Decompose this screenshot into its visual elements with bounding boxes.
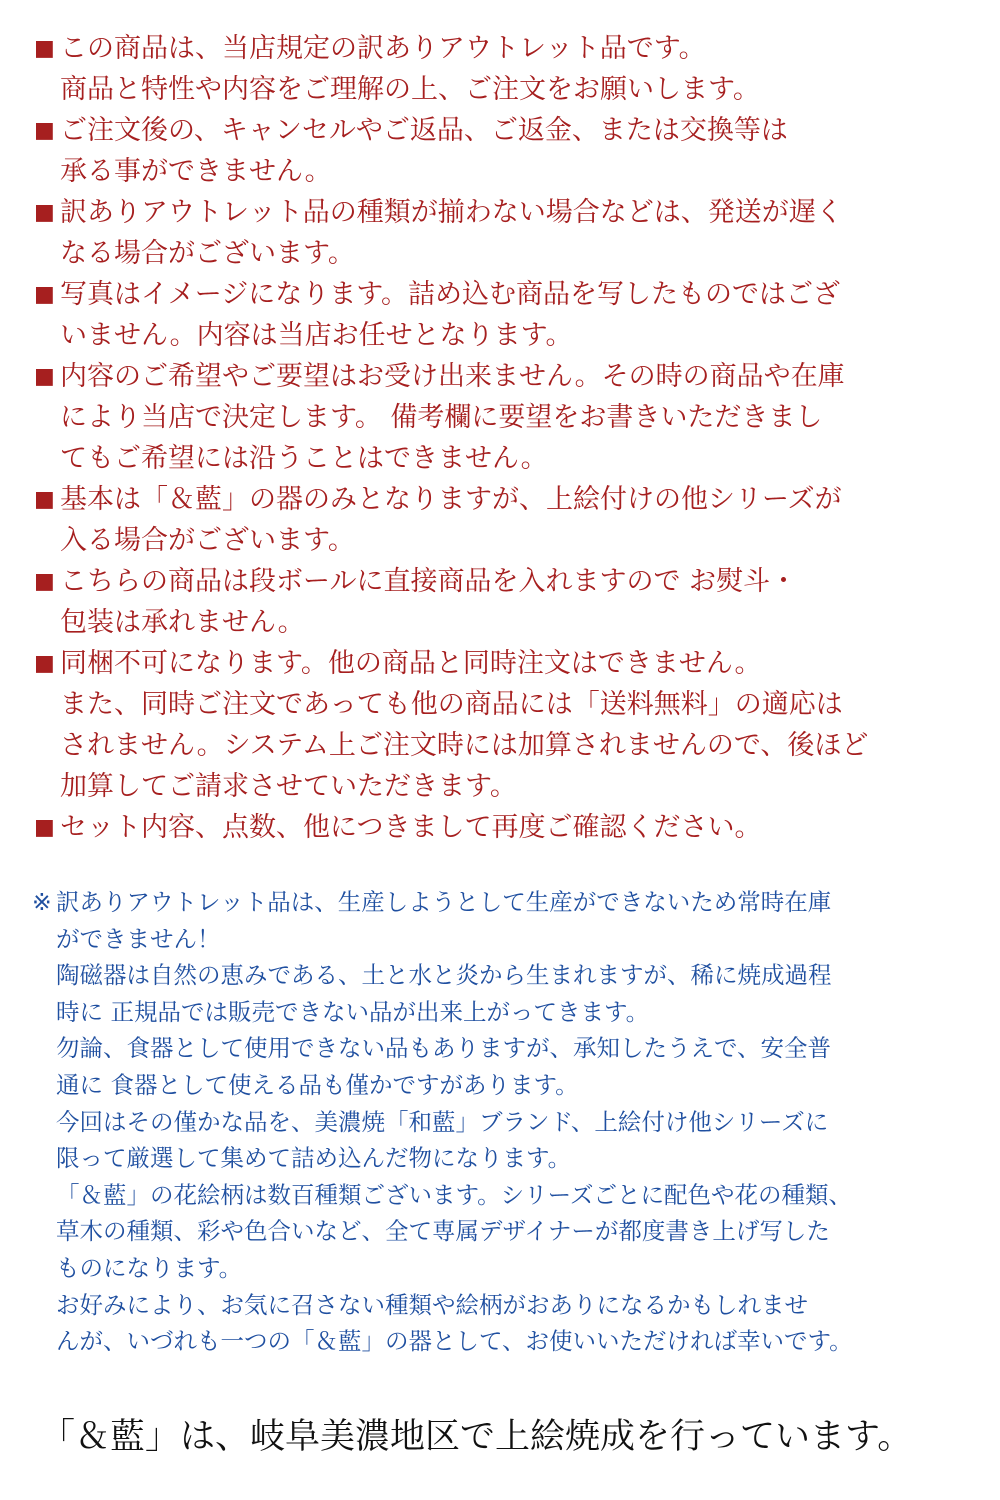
outlet-note-line: 勿論、食器として使用できない品もありますが、承知したうえで、安全普: [56, 1034, 832, 1063]
notice-text: [60, 561, 964, 643]
notice-bullet: ■: [34, 569, 55, 594]
notice-line: また、同時ご注文であっても他の商品には「送料無料」の適応は: [60, 689, 843, 720]
notice-line: 商品と特性や内容をご理解の上、ご注文をお願いします。: [60, 74, 760, 105]
notice-item: [34, 807, 964, 848]
outlet-note-line: 限って厳選して集めて詰め込んだ物になります。: [56, 1144, 572, 1173]
notice-bullet: ■: [34, 487, 55, 512]
note-mark: ※: [32, 888, 52, 916]
outlet-note-line: 時に 正規品では販売できない品が出来上がってきます。: [56, 997, 650, 1026]
outlet-note-line: ものになります。: [56, 1253, 243, 1282]
outlet-note-line: 通に 食器として使える品も僅かですがあります。: [56, 1070, 579, 1099]
notice-line: てもご希望には沿うことはできません。: [60, 443, 548, 474]
outlet-note-line: 訳ありアウトレット品は、生産しようとして生産ができないため常時在庫: [56, 888, 832, 916]
outlet-note-line: んが、いづれも一つの「＆藍」の器として、お使いいただければ幸いです。: [56, 1327, 853, 1356]
notice-text: [60, 807, 964, 848]
notice-item: [34, 479, 964, 561]
notice-bullet: ■: [34, 364, 55, 389]
notice-bullet: ■: [34, 118, 55, 143]
notice-line: 承る事ができません。: [60, 156, 332, 187]
notice-item: [34, 561, 964, 643]
notice-bullet: ■: [34, 200, 55, 225]
production-location-text: 「＆藍」は、岐阜美濃地区で上絵焼成を行っています。: [40, 1417, 913, 1457]
notice-bullet: ■: [34, 36, 55, 61]
notice-item: [34, 356, 964, 479]
notice-text: [60, 479, 964, 561]
notice-line: 訳ありアウトレット品の種類が揃わない場合などは、発送が遅く: [60, 197, 843, 228]
notice-text: [60, 110, 964, 192]
notice-item: [34, 192, 964, 274]
outlet-note-line: 陶磁器は自然の恵みである、土と水と炎から生まれますが、稀に焼成過程: [56, 961, 832, 990]
notice-line: されません。システム上ご注文時には加算されませんので、後ほど: [60, 730, 869, 761]
notice-bullet: ■: [34, 282, 55, 307]
notice-line: 写真はイメージになります。詰め込む商品を写したものではござ: [60, 279, 841, 310]
notice-text: [60, 28, 964, 110]
notice-item: [34, 110, 964, 192]
notice-line: セット内容、点数、他につきまして再度ご確認ください。: [60, 812, 762, 843]
notice-line: この商品は、当店規定の訳ありアウトレット品です。: [60, 33, 706, 64]
outlet-note: [32, 884, 962, 1360]
notice-line: 基本は「＆藍」の器のみとなりますが、上絵付けの他シリーズが: [60, 484, 842, 515]
notice-bullet: ■: [34, 815, 55, 840]
notice-item: [34, 643, 964, 807]
notice-text: [60, 192, 964, 274]
notice-line: 入る場合がございます。: [60, 525, 355, 556]
outlet-note-text: [56, 884, 853, 1360]
notice-item: [34, 28, 964, 110]
notice-line: 包装は承れません。: [60, 607, 305, 638]
notice-text: [60, 274, 964, 356]
outlet-note-line: ができません！: [56, 924, 221, 953]
notice-list: [34, 28, 964, 848]
outlet-note-line: 「＆藍」の花絵柄は数百種類ございます。シリーズごとに配色や花の種類、: [56, 1180, 852, 1209]
notice-line: いません。内容は当店お任せとなります。: [60, 320, 573, 351]
notice-line: により当店で決定します。 備考欄に要望をお書きいただきまし: [60, 402, 823, 433]
notice-line: 同梱不可になります。他の商品と同時注文はできません。: [60, 648, 762, 679]
notice-item: [34, 274, 964, 356]
notice-line: ご注文後の、キャンセルやご返品、ご返金、または交換等は: [60, 115, 788, 146]
notice-line: なる場合がございます。: [60, 238, 355, 269]
notice-line: 加算してご請求させていただきます。: [60, 771, 517, 802]
outlet-note-line: 草木の種類、彩や色合いなど、全て専属デザイナーが都度書き上げ写した: [56, 1217, 830, 1246]
notice-line: こちらの商品は段ボールに直接商品を入れますので お熨斗・: [60, 566, 798, 597]
notice-bullet: ■: [34, 651, 55, 676]
notice-text: [60, 356, 964, 479]
outlet-note-line: 今回はその僅かな品を、美濃焼「和藍」ブランド、上絵付け他シリーズに: [56, 1107, 829, 1136]
notice-text: [60, 643, 964, 807]
notice-line: 内容のご希望やご要望はお受け出来ません。その時の商品や在庫: [60, 361, 845, 392]
outlet-note-line: お好みにより、お気に召さない種類や絵柄がおありになるかもしれませ: [56, 1290, 808, 1319]
